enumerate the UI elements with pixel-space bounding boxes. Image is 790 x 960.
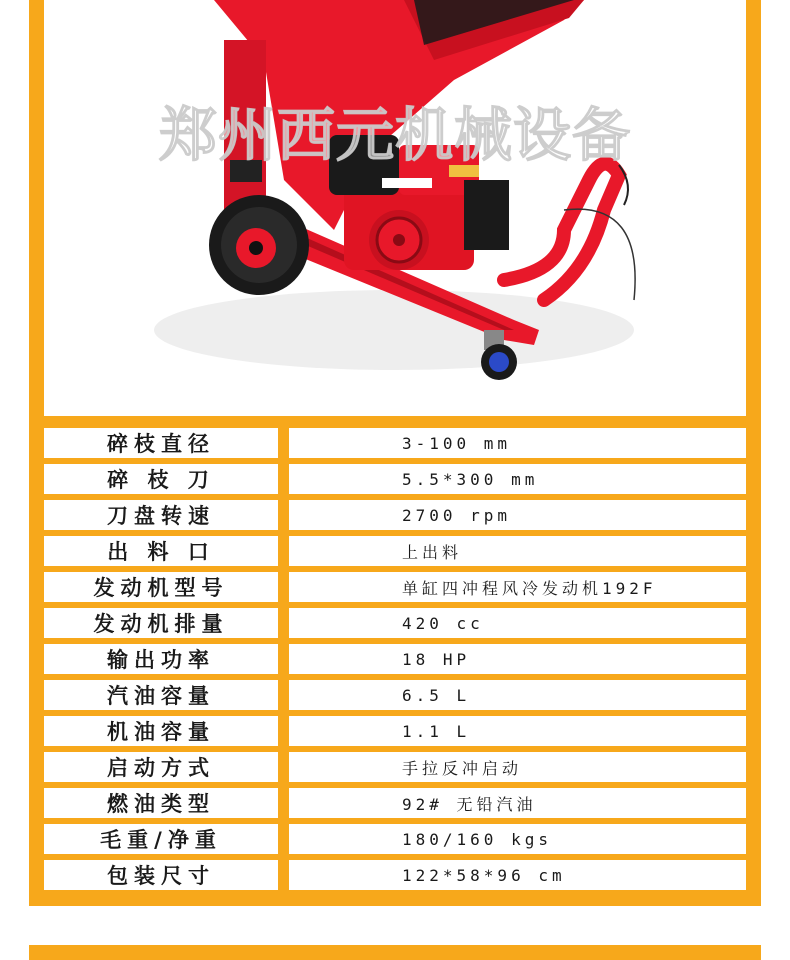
product-photo (44, 0, 746, 416)
spec-value: 420 cc (289, 608, 746, 638)
spec-row (44, 572, 746, 602)
spec-value: 5.5*300 mm (289, 464, 746, 494)
spec-row (44, 752, 746, 782)
spec-value: 180/160 kgs (289, 824, 746, 854)
spec-row (44, 680, 746, 710)
spec-label: 碎 枝 刀 (44, 464, 278, 494)
bottom-accent-bar (29, 945, 761, 960)
spec-row (44, 860, 746, 890)
spec-label: 出 料 口 (44, 536, 278, 566)
spec-value: 手拉反冲启动 (289, 752, 746, 782)
spec-label: 燃油类型 (44, 788, 278, 818)
spec-label: 发动机排量 (44, 608, 278, 638)
spec-table (44, 428, 746, 896)
spec-row (44, 644, 746, 674)
spec-row (44, 536, 746, 566)
watermark-text: 郑州西元机械设备 (158, 101, 631, 169)
spec-value: 92# 无铅汽油 (289, 788, 746, 818)
spec-value: 6.5 L (289, 680, 746, 710)
spec-label: 毛重/净重 (44, 824, 278, 854)
spec-label: 包装尺寸 (44, 860, 278, 890)
spec-row (44, 464, 746, 494)
spec-label: 汽油容量 (44, 680, 278, 710)
spec-value: 18 HP (289, 644, 746, 674)
spec-row (44, 428, 746, 458)
spec-label: 机油容量 (44, 716, 278, 746)
spec-label: 输出功率 (44, 644, 278, 674)
spec-label: 发动机型号 (44, 572, 278, 602)
spec-row (44, 608, 746, 638)
spec-label: 碎枝直径 (44, 428, 278, 458)
spec-value: 122*58*96 cm (289, 860, 746, 890)
spec-row (44, 788, 746, 818)
spec-value: 2700 rpm (289, 500, 746, 530)
wood-chipper-illustration (44, 0, 746, 416)
spec-value: 上出料 (289, 536, 746, 566)
spec-label: 启动方式 (44, 752, 278, 782)
spec-value: 单缸四冲程风冷发动机192F (289, 572, 746, 602)
spec-row (44, 824, 746, 854)
spec-row (44, 716, 746, 746)
spec-row (44, 500, 746, 530)
spec-value: 3-100 mm (289, 428, 746, 458)
spec-label: 刀盘转速 (44, 500, 278, 530)
spec-value: 1.1 L (289, 716, 746, 746)
